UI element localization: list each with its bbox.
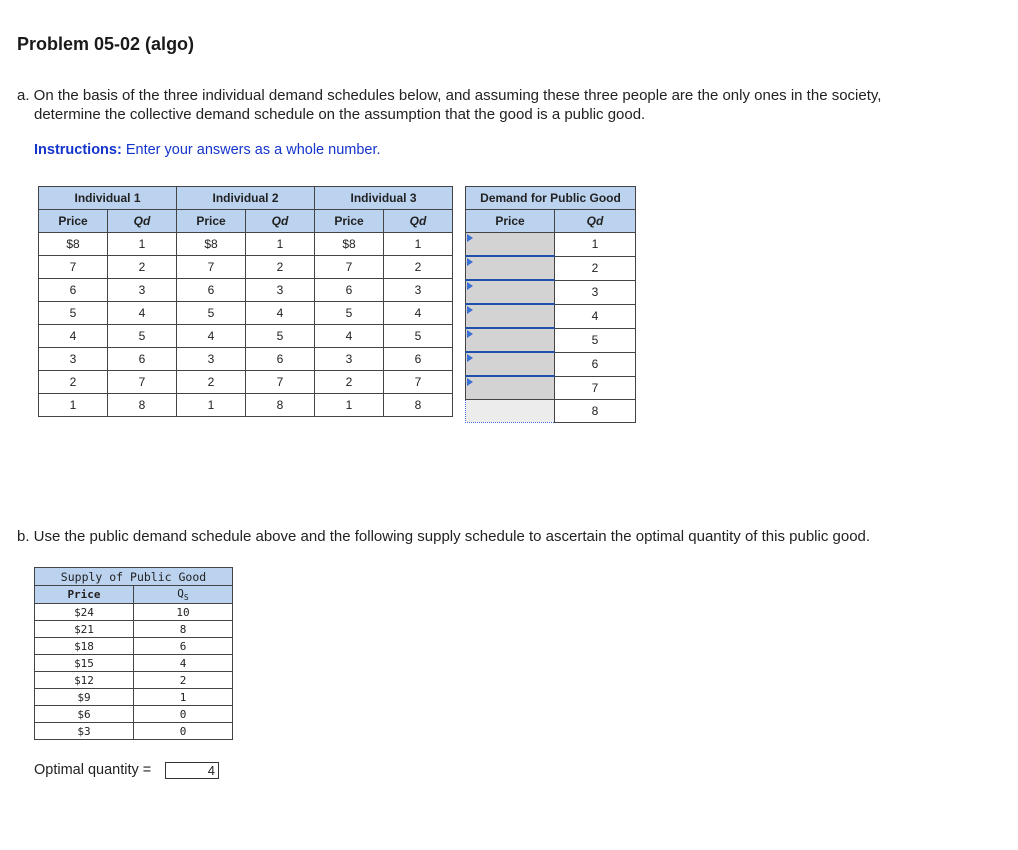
qd-cell: 2	[246, 256, 315, 279]
table-row	[466, 280, 636, 304]
table-row	[39, 256, 453, 279]
supply-qs-cell: 1	[134, 689, 233, 706]
supply-qs-cell: 6	[134, 638, 233, 655]
qd-cell: 3	[555, 280, 636, 304]
qd-column-header: Qd	[384, 210, 453, 233]
table-row	[35, 604, 233, 621]
qd-cell: 4	[108, 302, 177, 325]
public-price-input[interactable]	[466, 304, 555, 328]
table-row	[466, 304, 636, 328]
input-marker-icon	[467, 258, 473, 266]
qd-cell: 2	[108, 256, 177, 279]
price-cell: 2	[39, 371, 108, 394]
qd-cell: 2	[384, 256, 453, 279]
part-a-text	[17, 86, 977, 124]
table-row	[466, 256, 636, 280]
qs-subscript: S	[183, 593, 189, 603]
supply-price-cell: $15	[35, 655, 134, 672]
input-marker-icon	[467, 234, 473, 242]
supply-price-cell: $24	[35, 604, 134, 621]
individual-3-header: Individual 3	[315, 187, 453, 210]
input-marker-icon	[467, 378, 473, 386]
price-column-header: Price	[35, 586, 134, 604]
supply-qs-cell: 10	[134, 604, 233, 621]
public-price-input[interactable]	[466, 256, 555, 280]
optimal-quantity-label: Optimal quantity =	[34, 762, 152, 778]
supply-price-cell: $9	[35, 689, 134, 706]
supply-price-cell: $3	[35, 723, 134, 740]
price-cell: 1	[315, 394, 384, 417]
input-marker-icon	[467, 306, 473, 314]
public-demand-header: Demand for Public Good	[466, 187, 636, 210]
qd-cell: 8	[555, 400, 636, 423]
individual-2-header: Individual 2	[177, 187, 315, 210]
table-row	[35, 723, 233, 740]
supply-qs-cell: 0	[134, 723, 233, 740]
price-cell: $8	[315, 233, 384, 256]
table-row	[39, 302, 453, 325]
qd-cell: 8	[246, 394, 315, 417]
supply-qs-cell: 0	[134, 706, 233, 723]
supply-qs-cell: 8	[134, 621, 233, 638]
price-cell: 5	[315, 302, 384, 325]
qd-cell: 3	[108, 279, 177, 302]
qd-cell: 6	[384, 348, 453, 371]
instructions-text: Enter your answers as a whole number.	[121, 142, 381, 158]
supply-price-cell: $21	[35, 621, 134, 638]
price-cell: 1	[177, 394, 246, 417]
page-title: Problem 05-02 (algo)	[17, 34, 195, 54]
qd-column-header: Qd	[108, 210, 177, 233]
price-cell: 7	[315, 256, 384, 279]
public-price-input[interactable]	[466, 400, 555, 423]
table-row	[466, 233, 636, 257]
qd-cell: 7	[384, 371, 453, 394]
qd-cell: 3	[246, 279, 315, 302]
supply-qs-cell: 4	[134, 655, 233, 672]
table-row	[35, 621, 233, 638]
price-column-header: Price	[466, 210, 555, 233]
table-row	[39, 371, 453, 394]
qd-cell: 1	[384, 233, 453, 256]
qd-cell: 1	[108, 233, 177, 256]
qd-cell: 4	[246, 302, 315, 325]
input-marker-icon	[467, 282, 473, 290]
qd-cell: 6	[108, 348, 177, 371]
table-row	[466, 376, 636, 400]
table-row	[39, 279, 453, 302]
public-price-input[interactable]	[466, 328, 555, 352]
qs-column-header	[134, 586, 233, 604]
price-cell: 4	[315, 325, 384, 348]
qd-cell: 1	[555, 233, 636, 257]
part-b-text: b. Use the public demand schedule above and the following supply schedule to ascertain the optimal quantity of this public good.	[17, 528, 871, 545]
public-price-input[interactable]	[466, 376, 555, 400]
qd-cell: 8	[108, 394, 177, 417]
qd-cell: 3	[384, 279, 453, 302]
public-demand-table	[465, 186, 636, 423]
qd-cell: 5	[555, 328, 636, 352]
price-cell: 3	[177, 348, 246, 371]
public-price-input[interactable]	[466, 233, 555, 257]
table-row	[35, 672, 233, 689]
qd-cell: 6	[246, 348, 315, 371]
supply-price-cell: $18	[35, 638, 134, 655]
table-row	[466, 328, 636, 352]
individual-demand-table	[38, 186, 453, 417]
qd-cell: 7	[246, 371, 315, 394]
input-marker-icon	[467, 354, 473, 362]
table-row	[39, 233, 453, 256]
public-price-input[interactable]	[466, 352, 555, 376]
table-row	[35, 655, 233, 672]
price-cell: 5	[177, 302, 246, 325]
price-cell: 3	[39, 348, 108, 371]
price-cell: $8	[177, 233, 246, 256]
price-cell: 3	[315, 348, 384, 371]
part-a-line1: a. On the basis of the three individual demand schedules below, and assuming these three people are the only ones in the society,	[17, 87, 882, 104]
price-cell: 6	[315, 279, 384, 302]
price-column-header: Price	[315, 210, 384, 233]
part-a-line2: determine the collective demand schedule on the assumption that the good is a public good.	[34, 106, 646, 123]
qd-cell: 7	[555, 376, 636, 400]
supply-qs-cell: 2	[134, 672, 233, 689]
price-cell: 6	[39, 279, 108, 302]
supply-price-cell: $12	[35, 672, 134, 689]
price-column-header: Price	[177, 210, 246, 233]
instructions	[34, 142, 381, 158]
table-row	[39, 325, 453, 348]
optimal-quantity-input[interactable]: 4	[165, 762, 219, 779]
price-cell: 4	[177, 325, 246, 348]
table-row	[466, 352, 636, 376]
table-row	[39, 394, 453, 417]
price-cell: 1	[39, 394, 108, 417]
table-row	[39, 348, 453, 371]
table-row	[35, 638, 233, 655]
price-column-header: Price	[39, 210, 108, 233]
supply-price-cell: $6	[35, 706, 134, 723]
qd-cell: 8	[384, 394, 453, 417]
price-cell: $8	[39, 233, 108, 256]
qd-cell: 1	[246, 233, 315, 256]
qd-column-header: Qd	[246, 210, 315, 233]
qd-cell: 5	[108, 325, 177, 348]
qd-cell: 4	[555, 304, 636, 328]
instructions-label: Instructions:	[34, 142, 122, 158]
qd-column-header: Qd	[555, 210, 636, 233]
price-cell: 6	[177, 279, 246, 302]
qd-cell: 5	[246, 325, 315, 348]
qd-cell: 6	[555, 352, 636, 376]
input-marker-icon	[467, 330, 473, 338]
price-cell: 7	[39, 256, 108, 279]
qd-cell: 7	[108, 371, 177, 394]
supply-table	[34, 567, 233, 740]
price-cell: 7	[177, 256, 246, 279]
table-row	[35, 689, 233, 706]
table-row	[466, 400, 636, 423]
individual-1-header: Individual 1	[39, 187, 177, 210]
qd-cell: 5	[384, 325, 453, 348]
price-cell: 2	[177, 371, 246, 394]
price-cell: 4	[39, 325, 108, 348]
price-cell: 2	[315, 371, 384, 394]
qs-symbol: Q	[177, 586, 184, 600]
qd-cell: 4	[384, 302, 453, 325]
qd-cell: 2	[555, 256, 636, 280]
table-row	[35, 706, 233, 723]
price-cell: 5	[39, 302, 108, 325]
public-price-input[interactable]	[466, 280, 555, 304]
supply-caption: Supply of Public Good	[35, 568, 233, 586]
